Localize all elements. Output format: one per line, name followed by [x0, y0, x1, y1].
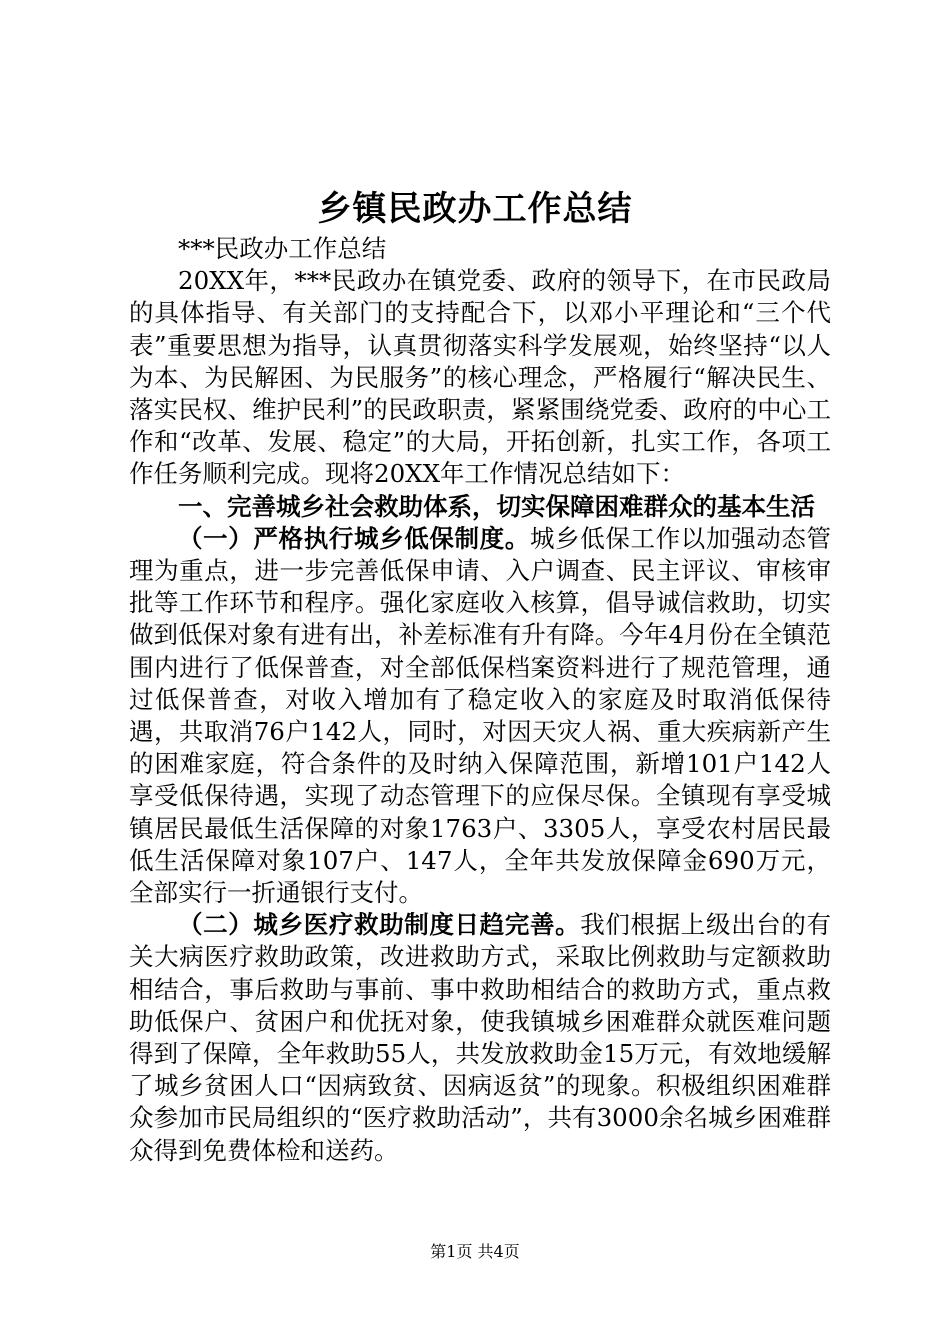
intro-paragraph: 20XX年，***民政办在镇党委、政府的领导下，在市民政局的具体指导、有关部门的支持配合下，以邓小平理论和“三个代表”重要思想为指导，认真贯彻落实科学发展观，始终坚持“以人为本、为民解困、为民服务”的核心理念，严格履行“解决民生、落实民权、维护民利”的民政职责，紧紧围绕党委、政府的中心工作和“改革、发展、稳定”的大局，开拓创新，扎实工作，各项工作任务顺利完成。现将20XX年工作情况总结如下：: [129, 266, 831, 489]
item-2-paragraph: [129, 909, 831, 1167]
section-heading-1: 一、完善城乡社会救助体系，切实保障困难群众的基本生活: [178, 491, 815, 521]
document-body: [129, 233, 831, 1167]
item-1-paragraph: [129, 523, 831, 909]
document-subtitle: ***民政办工作总结: [178, 234, 387, 263]
item-1-text: 城乡低保工作以加强动态管理为重点，进一步完善低保申请、入户调查、民主评议、审核审批等工作环节和程序。强化家庭收入核算，倡导诚信救助，切实做到低保对象有进有出，补差标准有升有降。今年4月份在全镇范围内进行了低保普查，对全部低保档案资料进行了规范管理，通过低保普查，对收入增加有了稳定收入的家庭及时取消低保待遇，共取消76户142人，同时，对因天灾人祸、重大疾病新产生的困难家庭，符合条件的及时纳入保障范围，新增101户142人享受低保待遇，实现了动态管理下的应保尽保。全镇现有享受城镇居民最低生活保障的对象1763户、3305人，享受农村居民最低生活保障对象107户、147人，全年共发放保障金690万元，全部实行一折通银行支付。: [129, 523, 832, 908]
item-2-text: 我们根据上级出台的有关大病医疗救助政策，改进救助方式，采取比例救助与定额救助相结合，事后救助与事前、事中救助相结合的救助方式，重点救助低保户、贫困户和优抚对象，使我镇城乡困难群众就医难问题得到了保障，全年救助55人，共发放救助金15万元，有效地缓解了城乡贫困人口“因病致贫、因病返贫”的现象。积极组织困难群众参加市民局组织的“医疗救助活动”，共有3000余名城乡困难群众得到免费体检和送药。: [129, 910, 832, 1165]
item-2-lead: （二）城乡医疗救助制度日趋完善。: [178, 910, 581, 940]
item-1-lead: （一）严格执行城乡低保制度。: [178, 523, 530, 553]
document-title: 乡镇民政办工作总结: [317, 189, 633, 229]
page-footer: 第1页 共4页: [430, 1242, 520, 1261]
